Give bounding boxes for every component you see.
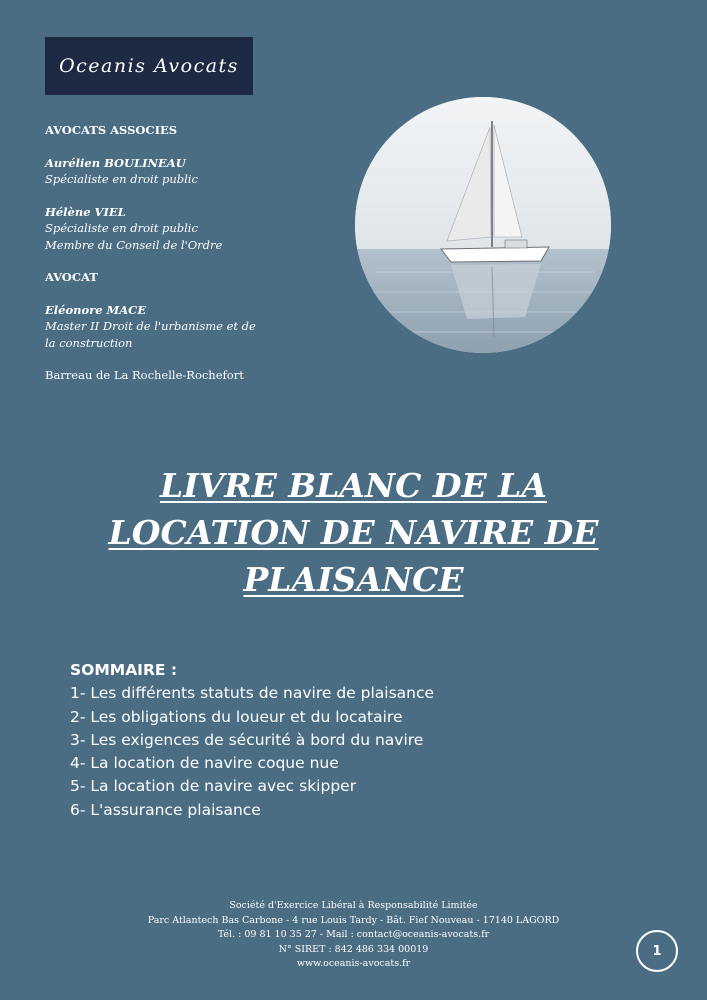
footer (100, 899, 607, 972)
footer-website: www.oceanis-avocats.fr (296, 958, 411, 969)
avocat-name: Eléonore MACE (45, 302, 147, 317)
partners-block (45, 122, 265, 384)
footer-company-type: Société d'Exercice Libéral à Responsabilité Limitée (229, 900, 478, 911)
table-of-contents (70, 659, 630, 822)
avocat (45, 302, 265, 352)
partner-specialty: Spécialiste en droit public (45, 172, 198, 186)
page-number: 1 (636, 930, 678, 972)
barreau: Barreau de La Rochelle-Rochefort (45, 368, 244, 382)
partner-role: Membre du Conseil de l'Ordre (45, 237, 223, 252)
title-line-3: PLAISANCE (243, 560, 464, 599)
toc-title: SOMMAIRE : (70, 661, 178, 679)
footer-contact: Tél. : 09 81 10 35 27 - Mail : contact@oceanis-avocats.fr (217, 929, 490, 940)
title-line-1: LIVRE BLANC DE LA (160, 466, 547, 505)
avocat-degree: Master II Droit de l'urbanisme et de (45, 319, 256, 333)
footer-address: Parc Atlantech Bas Carbone - 4 rue Louis Tardy - Bât. Fief Nouveau - 17140 LAGORD (147, 914, 560, 926)
heading-avocat: AVOCAT (45, 270, 98, 284)
toc-item: 4- La location de navire coque nue (70, 754, 339, 773)
toc-item: 5- La location de navire avec skipper (70, 777, 357, 796)
partner-specialty: Spécialiste en droit public (45, 221, 198, 235)
footer-siret: N° SIRET : 842 486 334 00019 (278, 943, 429, 955)
logo-text: Oceanis Avocats (59, 55, 239, 77)
title-line-2: LOCATION DE NAVIRE DE (108, 513, 599, 552)
partner-1 (45, 155, 265, 188)
document-title (60, 462, 647, 603)
heading-associes: AVOCATS ASSOCIES (45, 123, 178, 137)
toc-item: 1- Les différents statuts de navire de plaisance (70, 684, 435, 703)
avocat-degree-cont: la construction (45, 335, 133, 350)
partner-name: Aurélien BOULINEAU (45, 155, 186, 170)
sailboat-photo (355, 97, 611, 353)
partner-2 (45, 204, 265, 254)
logo (45, 37, 253, 95)
toc-item: 6- L'assurance plaisance (70, 800, 261, 819)
partner-name: Hélène VIEL (45, 204, 126, 219)
toc-item: 2- Les obligations du loueur et du locataire (70, 707, 403, 726)
toc-item: 3- Les exigences de sécurité à bord du navire (70, 730, 424, 749)
